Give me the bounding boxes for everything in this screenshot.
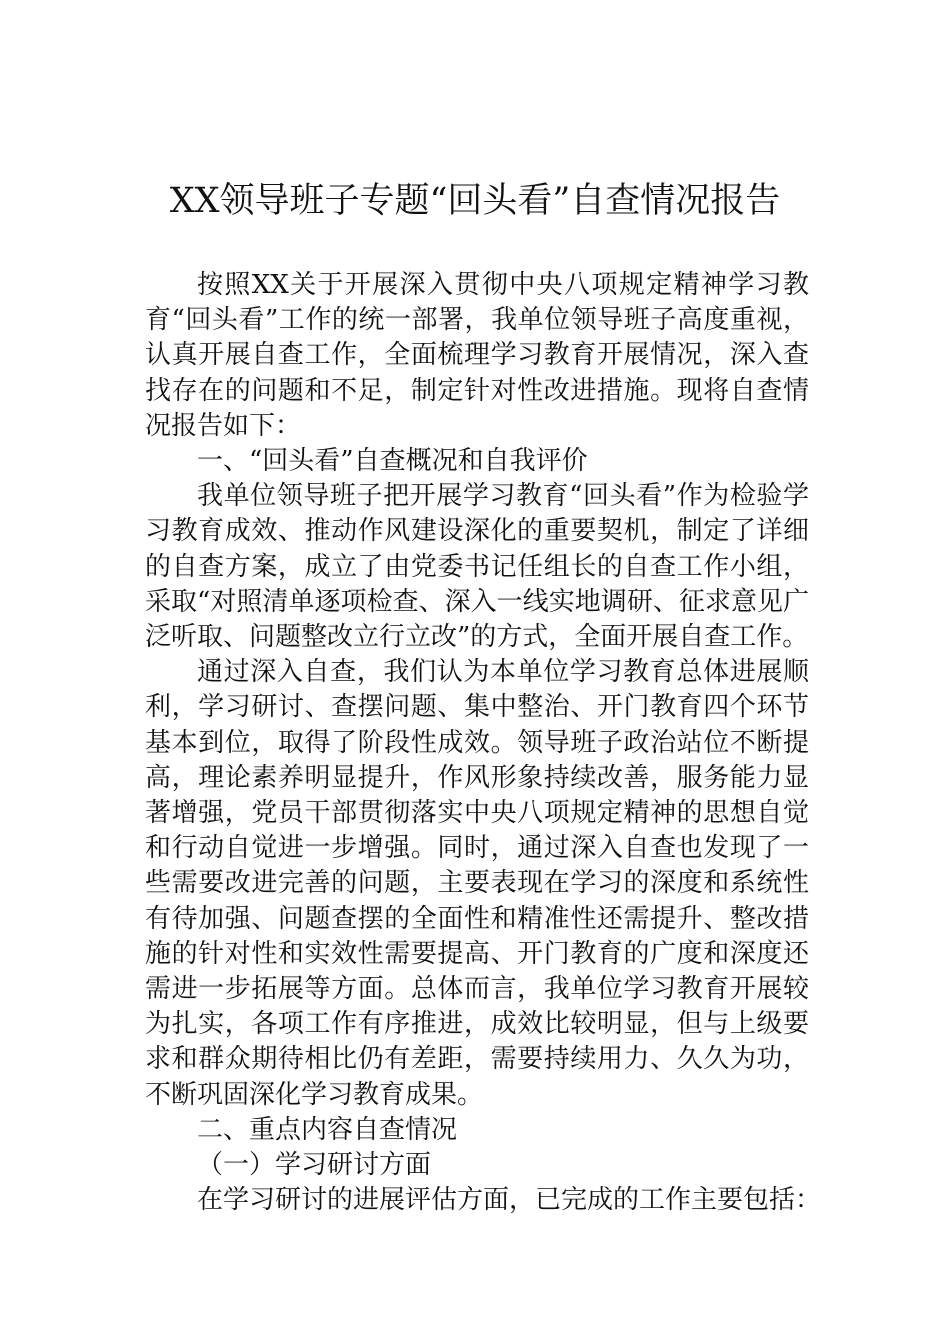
document-title: XX领导班子专题“回头看”自查情况报告 <box>169 181 781 221</box>
section-heading-1: 一、“回头看”自查概况和自我评价 <box>197 446 588 477</box>
subsection-heading-study: （一）学习研讨方面 <box>197 1150 432 1181</box>
document-body <box>145 268 822 1218</box>
paragraph-study-progress: 在学习研讨的进展评估方面，已完成的工作主要包括： <box>197 1185 822 1216</box>
paragraph-self-assessment: 通过深入自查，我们认为本单位学习教育总体进展顺利，学习研讨、查摆问题、集中整治、开门教育四个环节基本到位，取得了阶段性成效。领导班子政治站位不断提高，理论素养明显提升，作风形象持续改善，服务能力显著增强，党员干部贯彻落实中央八项规定精神的思想自觉和行动自觉进一步增强。同时，通过深入自查也发现了一些需要改进完善的问题，主要表现在学习的深度和系统性有待加强、问题查摆的全面性和精准性还需提升、整改措施的针对性和实效性需要提高、开门教育的广度和深度还需进一步拓展等方面。总体而言，我单位学习教育开展较为扎实，各项工作有序推进，成效比较明显，但与上级要求和群众期待相比仍有差距，需要持续用力、久久为功，不断巩固深化学习教育成果。 <box>145 657 809 1110</box>
paragraph-self-check-approach: 我单位领导班子把开展学习教育“回头看”作为检验学习教育成效、推动作风建设深化的重要契机，制定了详细的自查方案，成立了由党委书记任组长的自查工作小组，采取“对照清单逐项检查、深入一线实地调研、征求意见广泛听取、问题整改立行立改”的方式，全面开展自查工作。 <box>145 481 809 653</box>
intro-paragraph: 按照XX关于开展深入贯彻中央八项规定精神学习教育“回头看”工作的统一部署，我单位领导班子高度重视，认真开展自查工作，全面梳理学习教育开展情况，深入查找存在的问题和不足，制定针对性改进措施。现将自查情况报告如下： <box>145 270 809 441</box>
section-heading-2: 二、重点内容自查情况 <box>197 1114 458 1145</box>
